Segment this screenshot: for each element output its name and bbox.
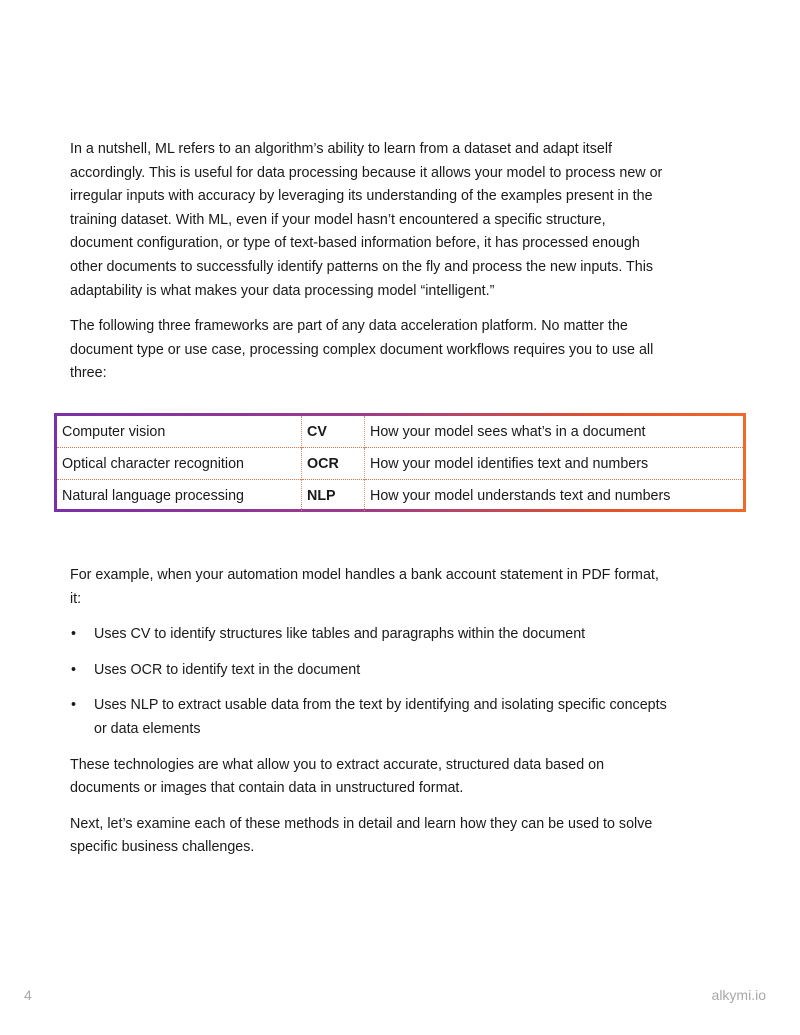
bullet-list <box>70 623 670 741</box>
framework-name: Optical character recognition <box>57 448 302 480</box>
conclusion-paragraph: These technologies are what allow you to extract accurate, structured data based on documents or images that contain data in unstructured format. <box>70 756 605 797</box>
list-item <box>70 694 670 741</box>
list-item-text: Uses NLP to extract usable data from the text by identifying and isolating specific concepts or data elements <box>94 697 667 737</box>
framework-description: How your model identifies text and numbers <box>365 448 744 480</box>
framework-description: How your model understands text and numbers <box>365 480 744 512</box>
framework-abbreviation: NLP <box>302 480 365 512</box>
frameworks-intro-paragraph: The following three frameworks are part of any data acceleration platform. No matter the document type or use case, processing complex document workflows requires you to use all three: <box>70 318 654 382</box>
table-row <box>57 448 743 480</box>
framework-name: Computer vision <box>62 423 166 440</box>
bullet-icon: • <box>71 697 77 714</box>
framework-abbreviation: OCR <box>302 448 365 480</box>
example-intro-paragraph: For example, when your automation model handles a bank account statement in PDF format, it: <box>70 567 659 607</box>
bullet-icon: • <box>71 661 77 678</box>
framework-name: Natural language processing <box>57 480 302 512</box>
intro-paragraph: In a nutshell, ML refers to an algorithm’s ability to learn from a dataset and adapt itself accordingly. This is useful for data processing because it allows your model to process new or irregular inputs with accuracy by leveraging its understanding of the examples present in the training dataset. With ML, even if your model hasn’t encountered a specific structure, document configuration, or type of text-based information before, it has processed enough other documents to successfully identify patterns on the fly and process the new inputs. This adaptability is what makes your data processing model “intelligent.” <box>70 141 663 299</box>
page-number: 4 <box>24 987 32 1003</box>
list-item <box>70 623 670 647</box>
example-section <box>70 564 670 872</box>
bullet-icon: • <box>71 626 77 643</box>
table-row <box>57 480 743 512</box>
framework-abbreviation: CV <box>302 416 365 448</box>
framework-description: How your model sees what’s in a document <box>365 416 744 448</box>
list-item <box>70 659 670 683</box>
list-item-text: Uses OCR to identify text in the document <box>94 661 361 678</box>
list-item-text: Uses CV to identify structures like tables and paragraphs within the document <box>94 626 586 643</box>
frameworks-table <box>54 413 746 512</box>
footer-site-url: alkymi.io <box>711 987 766 1003</box>
table-row <box>57 416 743 448</box>
next-steps-paragraph: Next, let’s examine each of these methods in detail and learn how they can be used to solve specific business challenges. <box>70 815 653 856</box>
